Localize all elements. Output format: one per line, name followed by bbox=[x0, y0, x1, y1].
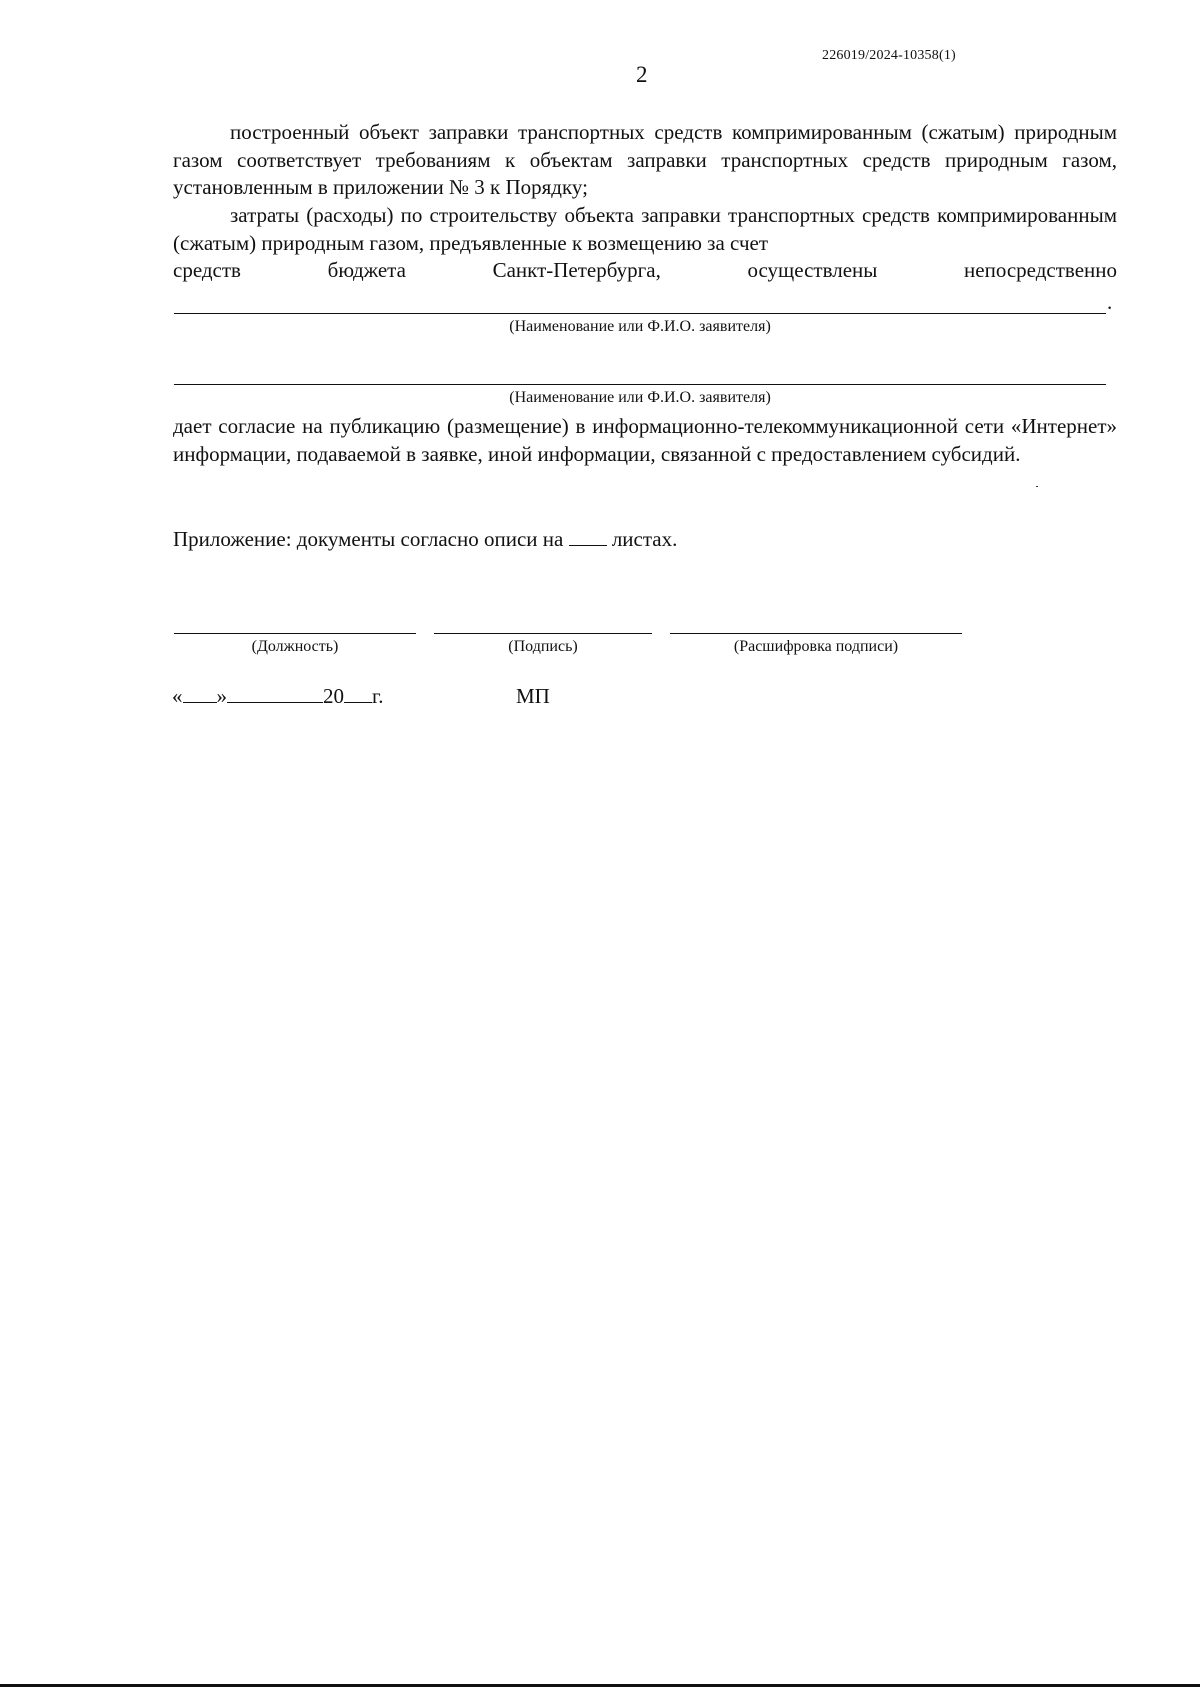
appendix-prefix: Приложение: документы согласно описи на bbox=[173, 527, 569, 551]
appendix-sheet-count-field bbox=[569, 527, 607, 546]
signature-decoding-line bbox=[670, 633, 962, 634]
position-line bbox=[174, 633, 416, 634]
applicant-name-caption-1: (Наименование или Ф.И.О. заявителя) bbox=[509, 318, 771, 335]
position-caption: (Должность) bbox=[251, 638, 339, 655]
date-open-quote: « bbox=[172, 684, 183, 708]
paragraph-expenses-last-line: средств бюджета Санкт-Петербурга, осуществлены непосредственно bbox=[173, 258, 1117, 282]
document-number: 226019/2024-10358(1) bbox=[822, 48, 956, 63]
date-line bbox=[172, 684, 384, 709]
stamp-label: МП bbox=[516, 684, 550, 708]
applicant-name-line-1 bbox=[174, 313, 1106, 314]
date-close-quote: » bbox=[216, 684, 227, 708]
date-day-field bbox=[183, 684, 217, 703]
appendix-suffix: листах. bbox=[606, 527, 678, 551]
scan-speck bbox=[1036, 486, 1038, 487]
signature-caption: (Подпись) bbox=[508, 638, 578, 655]
date-century: 20 bbox=[323, 684, 344, 708]
date-month-field bbox=[227, 684, 323, 703]
signature-decoding-caption: (Расшифровка подписи) bbox=[733, 638, 899, 655]
applicant-name-caption-2: (Наименование или Ф.И.О. заявителя) bbox=[509, 389, 771, 406]
signature-line bbox=[434, 633, 652, 634]
appendix-line bbox=[173, 527, 677, 552]
paragraph-consent: дает согласие на публикацию (размещение) в информационно-телекоммуникационной сети «Интернет» информации, подаваемой в заявке, иной информации, связанной с предоставлением субсидий. bbox=[173, 414, 1117, 466]
scan-bottom-edge bbox=[0, 1684, 1200, 1687]
paragraph-expenses: затраты (расходы) по строительству объекта заправки транспортных средств компримированным (сжатым) природным газом, предъявленные к возмещению за счет bbox=[173, 203, 1117, 255]
date-year-suffix: г. bbox=[372, 684, 384, 708]
page-number: 2 bbox=[636, 62, 648, 87]
line-end-period: . bbox=[1107, 290, 1113, 314]
date-year-field bbox=[344, 684, 372, 703]
applicant-name-line-2 bbox=[174, 384, 1106, 385]
paragraph-compliance: построенный объект заправки транспортных средств компримированным (сжатым) природным газом соответствует требованиям к объектам заправки транспортных средств природным газом, установленным в приложении № 3 к Порядку; bbox=[173, 120, 1117, 199]
